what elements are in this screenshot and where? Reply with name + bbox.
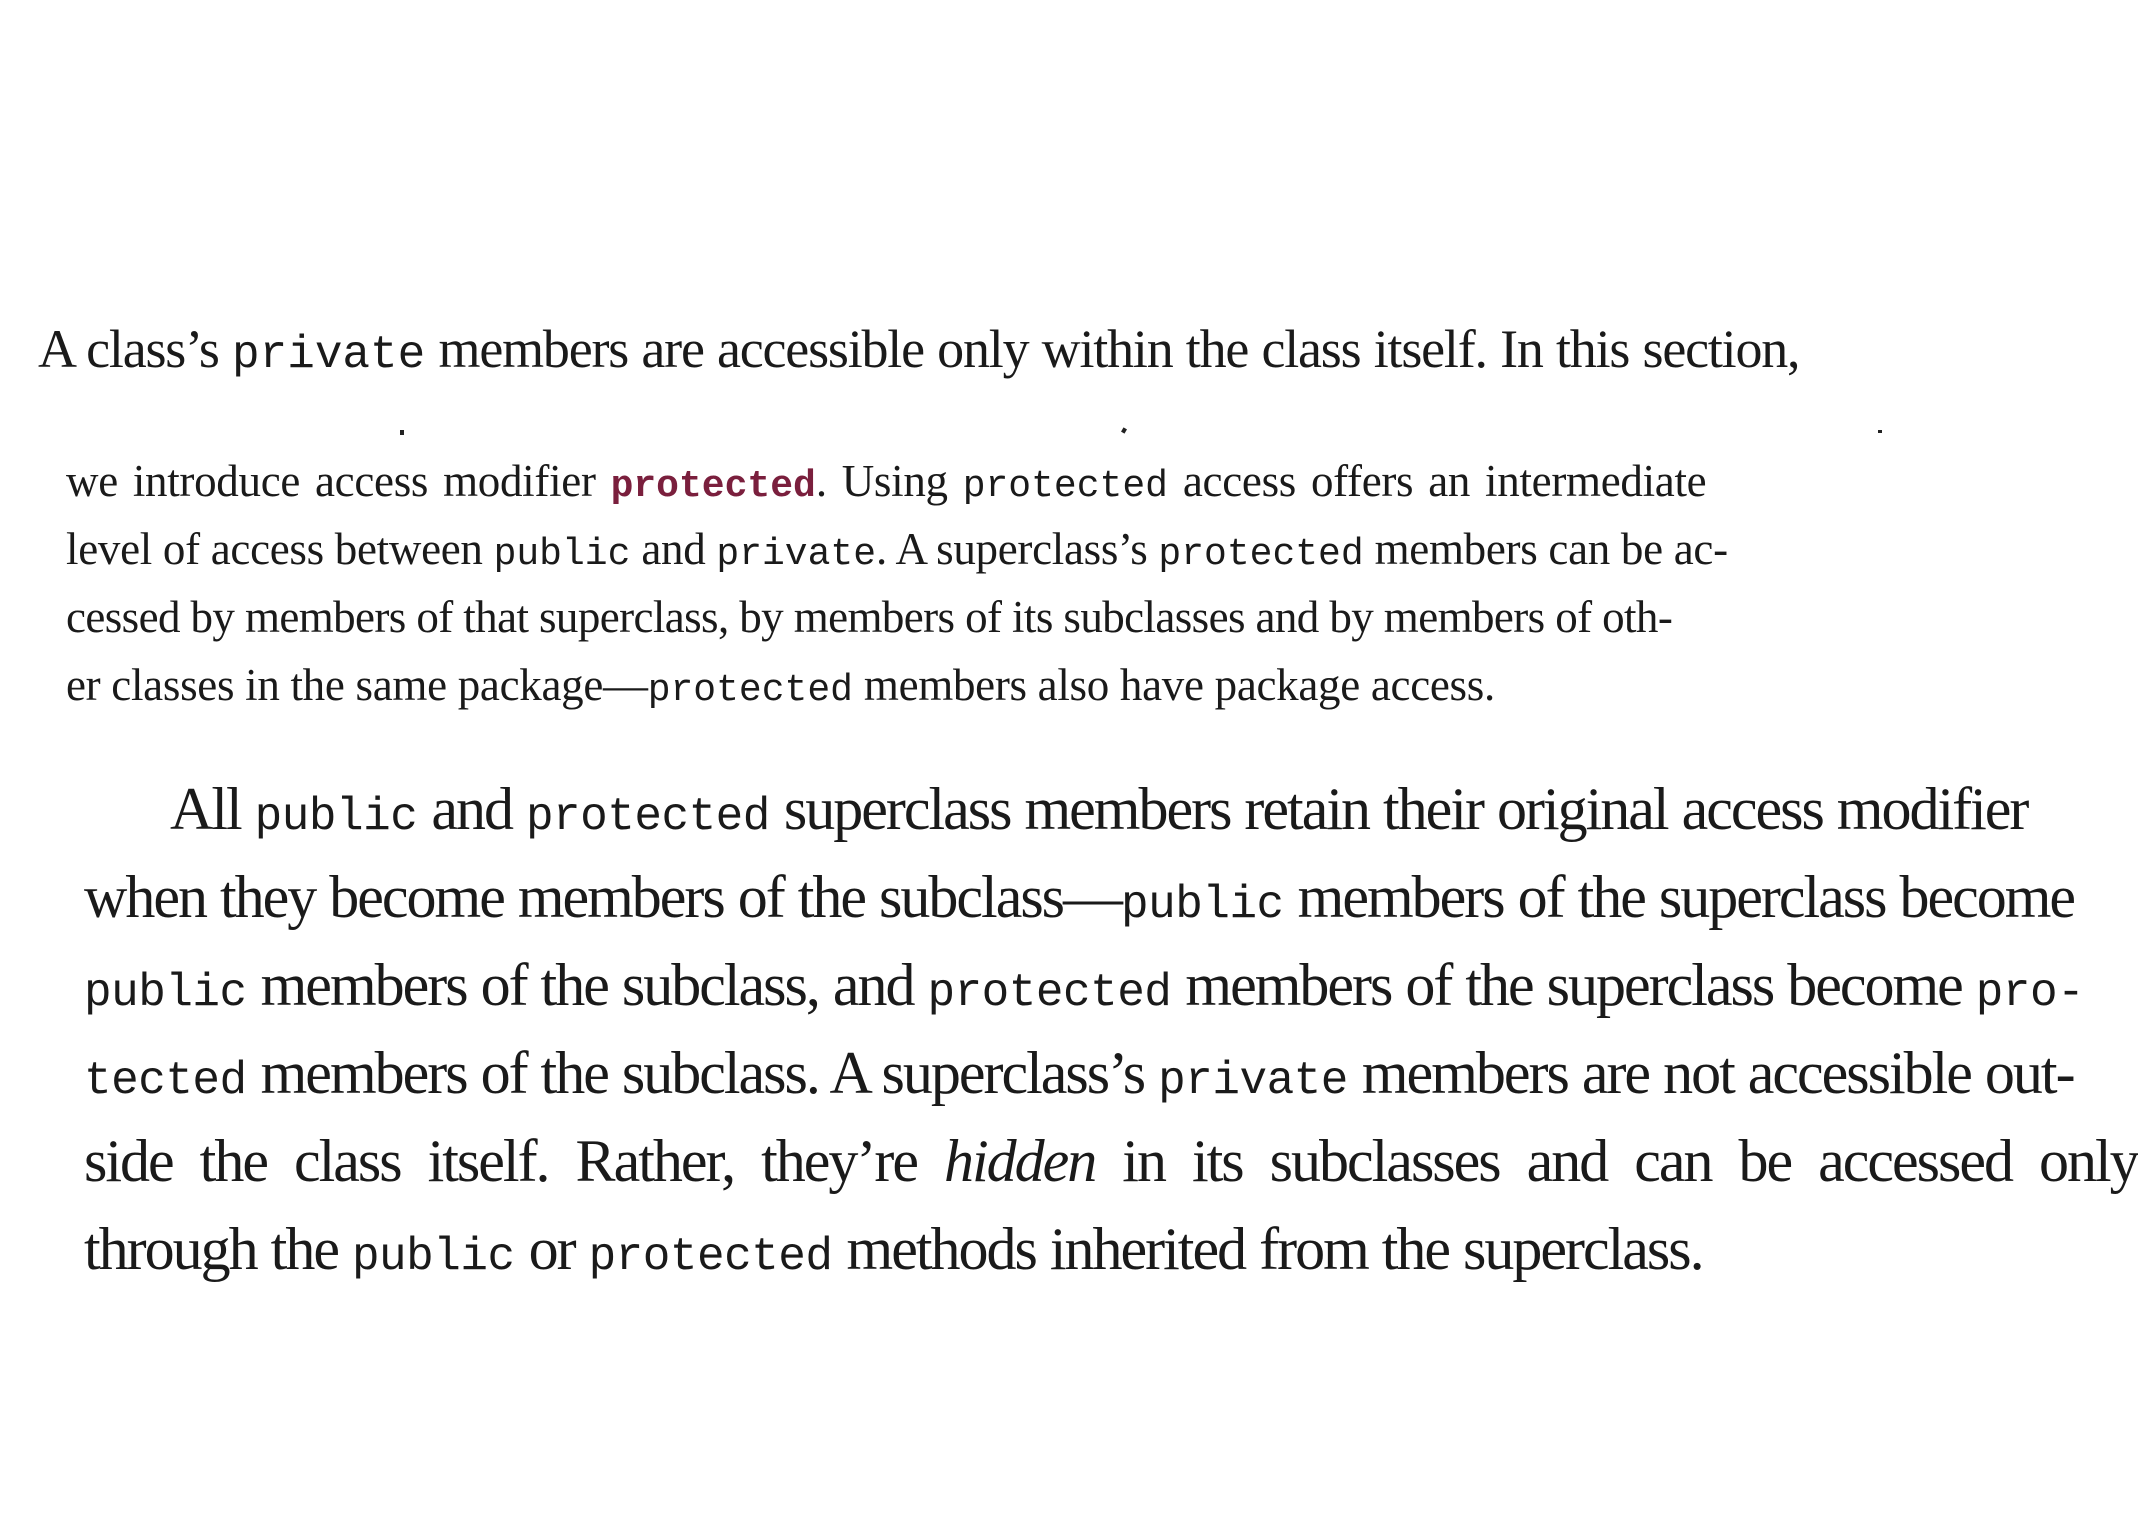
paragraph-2-line-4 bbox=[66, 659, 1495, 712]
text-span: and bbox=[630, 524, 717, 574]
text-span: cessed by members of that superclass, by members of its subclasses and by members of oth- bbox=[66, 592, 1673, 642]
code-keyword: tected bbox=[84, 1055, 247, 1107]
code-keyword: pro- bbox=[1975, 967, 2085, 1019]
paragraph-3-line-3 bbox=[84, 951, 2084, 1020]
text-span: . A superclass’s bbox=[876, 524, 1159, 574]
paragraph-2-line-1 bbox=[66, 455, 1706, 508]
scan-speck bbox=[1121, 427, 1127, 433]
paragraph-3-line-1 bbox=[170, 775, 2027, 844]
text-span: A class’s bbox=[38, 319, 233, 379]
code-keyword: protected bbox=[1158, 533, 1364, 576]
text-span: members of the superclass become bbox=[1283, 864, 2075, 930]
code-keyword: protected bbox=[927, 967, 1172, 1019]
paragraph-3-line-5 bbox=[84, 1127, 2138, 1196]
code-keyword: protected bbox=[962, 465, 1168, 508]
paragraph-2-line-3 bbox=[66, 591, 1672, 643]
text-span: access offers an intermediate bbox=[1167, 456, 1707, 506]
text-span: members also have package access. bbox=[852, 660, 1495, 710]
code-keyword: protected bbox=[647, 669, 853, 712]
text-span: methods inherited from the superclass. bbox=[832, 1216, 1703, 1282]
text-span: members of the subclass, and bbox=[246, 952, 928, 1018]
code-keyword: public bbox=[1121, 879, 1284, 931]
scan-speck bbox=[1878, 430, 1882, 433]
text-span: through the bbox=[84, 1216, 352, 1282]
text-span: we introduce access modifier bbox=[66, 456, 611, 506]
code-keyword: private bbox=[232, 329, 426, 381]
text-span: members of the subclass. A superclass’s bbox=[246, 1040, 1159, 1106]
text-span: side the class itself. Rather, they’re bbox=[84, 1128, 944, 1194]
code-keyword: public bbox=[351, 1231, 515, 1283]
text-span: level of access between bbox=[66, 524, 494, 574]
code-keyword: public bbox=[84, 967, 247, 1019]
code-keyword: protected bbox=[610, 465, 816, 508]
text-span: members are accessible only within the class itself. In this section, bbox=[425, 319, 1800, 379]
code-keyword: public bbox=[493, 533, 631, 576]
paragraph-3-line-6 bbox=[84, 1215, 1703, 1284]
code-keyword: private bbox=[1158, 1055, 1348, 1107]
paragraph-2-line-2 bbox=[66, 523, 1728, 576]
code-keyword: protected bbox=[525, 791, 770, 843]
text-span: in its subclasses and can be accessed only bbox=[1095, 1128, 2138, 1194]
text-span: All bbox=[170, 776, 255, 842]
text-span: . Using bbox=[815, 456, 963, 506]
scan-speck bbox=[400, 430, 404, 435]
text-span: when they become members of the subclass— bbox=[84, 864, 1122, 930]
text-span: members can be ac- bbox=[1363, 524, 1728, 574]
text-span: superclass members retain their original access modifier bbox=[769, 776, 2028, 842]
code-keyword: protected bbox=[588, 1231, 833, 1283]
text-span: and bbox=[417, 776, 526, 842]
text-span: members are not accessible out- bbox=[1347, 1040, 2074, 1106]
code-keyword: private bbox=[716, 533, 877, 576]
text-span: or bbox=[514, 1216, 589, 1282]
intro-line bbox=[38, 318, 1799, 381]
text-span: er classes in the same package— bbox=[66, 660, 648, 710]
text-span: members of the superclass become bbox=[1171, 952, 1976, 1018]
emphasis-text: hidden bbox=[943, 1128, 1096, 1194]
paragraph-3-line-2 bbox=[84, 863, 2074, 932]
paragraph-3-line-4 bbox=[84, 1039, 2074, 1108]
code-keyword: public bbox=[254, 791, 418, 843]
